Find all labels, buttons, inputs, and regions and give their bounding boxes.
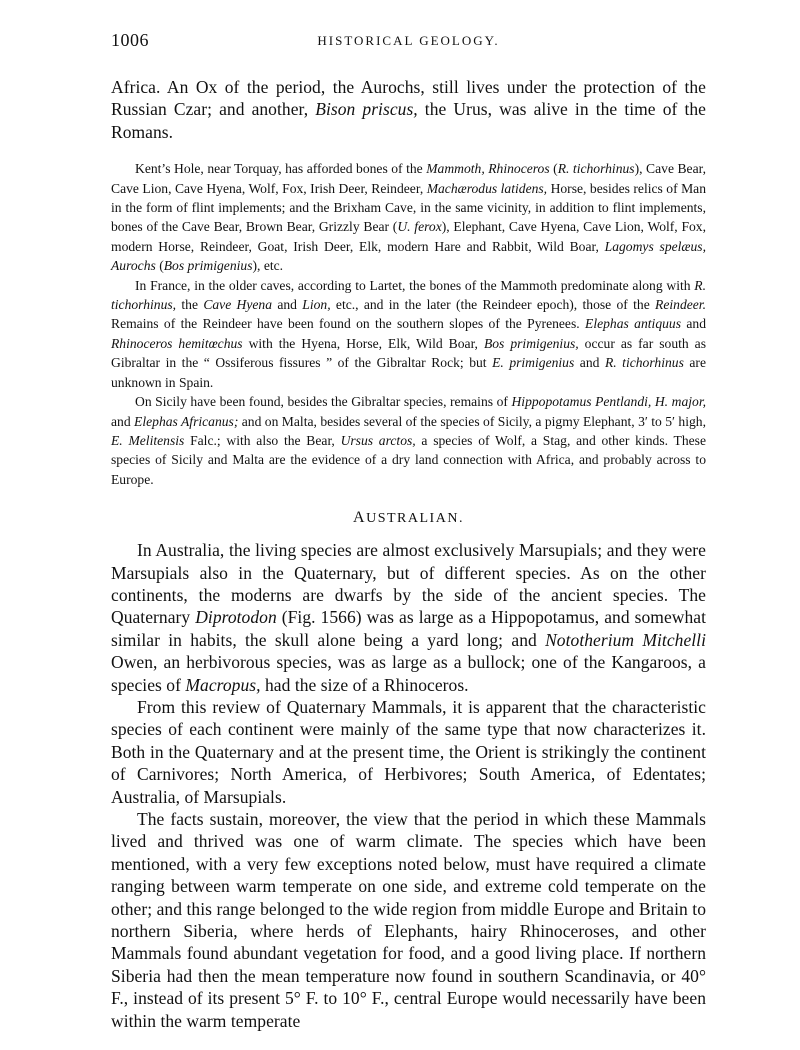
running-head: HISTORICAL GEOLOGY.	[317, 33, 500, 48]
italic-text: R. tichorhinus	[604, 355, 684, 371]
section-heading	[111, 509, 706, 527]
text-run: In France, in the older caves, according to Lartet, the bones of the Mammoth predominate along with	[135, 277, 695, 293]
italic-text: Ursus arctos,	[340, 432, 416, 448]
main-text-block	[111, 539, 706, 1032]
text-run: On Sicily have been found, besides the Gibraltar species, remains of	[135, 394, 512, 410]
text-run: (Fig. 1566) was as large as a Hippopotamus, and somewhat similar in habits, the skull alone being a yard long; and	[111, 607, 706, 650]
body-paragraph	[111, 539, 706, 696]
text-run: the	[176, 297, 204, 313]
intro-paragraph	[111, 76, 706, 143]
small-print-block	[111, 159, 706, 489]
body-paragraph	[111, 696, 706, 808]
italic-text: Nototherium Mitchelli	[545, 629, 706, 650]
text-run: From this review of Quaternary Mammals, it is apparent that the characteristic species of each continent were mainly of the same type that now characterizes it. Both in the Quaternary and at the present time, the Orient is strikingly the continent of Carnivores; North America, of Herbivores; South America, of Edentates; Australia, of Marsupials.	[111, 696, 706, 807]
italic-text: Lion,	[302, 297, 331, 313]
italic-text: Machærodus latidens,	[426, 180, 548, 196]
italic-text: R. tichorhinus	[557, 161, 635, 177]
text-run: Africa. An Ox of the period, the Aurochs, still lives under the protection of the Russian Czar; and another,	[111, 77, 706, 120]
text-run: had the size of a Rhinoceros.	[260, 674, 469, 695]
section-heading-rest: USTRALIAN.	[366, 511, 464, 527]
italic-text: Reindeer.	[655, 297, 706, 313]
italic-text: Cave Hyena	[203, 297, 273, 313]
italic-text: Elephas Africanus;	[134, 413, 239, 429]
text-run: etc., and in the later (the Reindeer epoch), those of the	[330, 297, 656, 313]
section-heading-initial: A	[353, 509, 367, 527]
text-run: the Urus, was alive in the time of the Romans.	[111, 99, 706, 142]
text-run: Owen, an herbivorous species, was as large as a bullock; one of the Kangaroos, a species of	[111, 652, 706, 695]
text-run: and on Malta, besides several of the species of Sicily, a pigmy Elephant, 3′ to 5′ high,	[238, 413, 706, 429]
text-run: Falc.; with also the Bear,	[184, 432, 341, 448]
italic-text: Diprotodon	[195, 607, 277, 628]
italic-text: Hippopotamus Pentlandi, H. major,	[511, 394, 706, 410]
text-run: (	[155, 258, 164, 274]
text-run: with the Hyena, Horse, Elk, Wild Boar,	[242, 335, 484, 351]
page-number: 1006	[111, 30, 149, 50]
italic-text: U. ferox	[397, 219, 442, 235]
italic-text: Rhinoceros hemitœchus	[111, 335, 243, 351]
text-run: Horse, besides relics of Man in the form of flint implements; and the Brixham Cave, in the same vicinity, in addition to flint implements, bones of the Cave Bear, Brown Bear, Grizzly Bear (	[111, 180, 706, 235]
text-run: ), Elephant, Cave Hyena, Cave Lion, Wolf, Fox, modern Horse, Reindeer, Goat, Irish Deer, Elk, modern Hare and Rabbit, Wild Boar,	[111, 219, 706, 254]
text-run: In Australia, the living species are almost exclusively Marsupials; and they were Marsupials also in the Quaternary, but of different species. As on the other continents, the moderns are dwarfs by the side of the ancient species. The Quaternary	[111, 540, 706, 628]
small-paragraph	[111, 392, 706, 489]
text-run: and	[111, 413, 135, 429]
page-header	[111, 30, 706, 56]
text-run: are unknown in Spain.	[111, 355, 706, 390]
italic-text: Bos primigenius,	[483, 335, 579, 351]
text-run: and	[272, 297, 303, 313]
small-paragraph	[111, 276, 706, 392]
italic-text: R. tichorhinus,	[111, 277, 706, 313]
text-run: and	[681, 316, 706, 332]
text-run: a species of Wolf, a Stag, and other kinds. These species of Sicily and Malta are the evidence of a dry land connection with Africa, and probably across to Europe.	[111, 432, 706, 487]
text-run: Remains of the Reindeer have been found on the southern slopes of the Pyrenees.	[111, 316, 586, 332]
text-run: ), Cave Bear, Cave Lion, Cave Hyena, Wolf, Fox, Irish Deer, Reindeer,	[111, 161, 706, 196]
text-run: The facts sustain, moreover, the view that the period in which these Mammals lived and thrived was one of warm climate. The species which have been mentioned, with a very few exceptions noted below, must have required a climate ranging between warm temperate on one side, and extreme cold temperate on the other; and this range belonged to the wide region from middle Europe and Britain to northern Siberia, where herds of Elephants, hairy Rhinoceroses, and other Mammals found abundant vegetation for food, and a good living place. If northern Siberia had then the mean temperature now found in southern Scandinavia, or 40° F., instead of its present 5° F. to 10° F., central Europe would necessarily have been within the warm temperate	[111, 809, 706, 1031]
italic-text: Bos primigenius	[163, 258, 253, 274]
italic-text: Elephas antiquus	[585, 316, 681, 332]
text-run: ), etc.	[252, 258, 284, 274]
italic-text: Lagomys spelæus, Aurochs	[111, 238, 706, 274]
italic-text: Bison priscus,	[315, 99, 418, 120]
italic-text: E. Melitensis	[111, 432, 185, 448]
small-paragraph	[111, 159, 706, 275]
body-paragraph	[111, 808, 706, 1032]
text-run: occur as far south as Gibraltar in the “ Ossiferous fissures ” of the Gibraltar Rock; but	[111, 335, 707, 371]
text-run: Kent’s Hole, near Torquay, has afforded bones of the	[135, 161, 427, 177]
italic-text: E. primigenius	[492, 355, 575, 371]
text-run: and	[574, 355, 605, 371]
italic-text: Macropus,	[185, 674, 261, 695]
italic-text: Mammoth, Rhinoceros	[426, 161, 550, 177]
text-run: (	[549, 161, 558, 177]
